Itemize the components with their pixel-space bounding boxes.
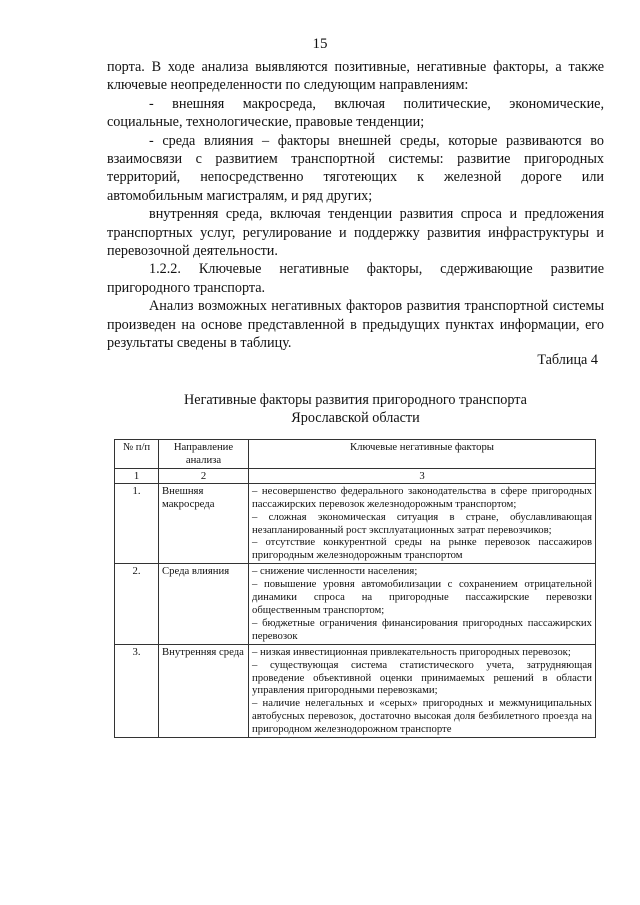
header-factors: Ключевые негативные факторы <box>249 440 596 469</box>
factor-item: – сложная экономическая ситуация в стране, обуславливающая незапланированный рост эксплуатационных затрат перевозчиков; <box>252 510 592 536</box>
paragraph: Анализ возможных негативных факторов развития транспортной системы произведен на основе представленной в предыдущих пунктах информации, его результаты сведены в таблицу. <box>107 298 604 352</box>
table-row <box>115 644 596 737</box>
paragraph: - среда влияния – факторы внешней среды, которые развиваются во взаимосвязи с развитием транспортной системы: развитие пригородных территорий, непосредственно тяготеющих к железной дороге или автомобильным магистралям, и ряд других; <box>107 132 604 204</box>
factor-item: – существующая система статистического учета, затрудняющая проведение объективной оценки принимаемых решений в области управления пригородными перевозками; <box>252 658 592 697</box>
row-direction: Внутренняя среда <box>159 644 249 737</box>
paragraph: 1.2.2. Ключевые негативные факторы, сдерживающие развитие пригородного транспорта. <box>107 261 604 296</box>
index-cell: 1 <box>115 468 159 483</box>
factor-item: – снижение численности населения; <box>252 565 418 578</box>
row-factors <box>249 644 596 737</box>
factor-item: – низкая инвестиционная привлекательность пригородных перевозок; <box>252 645 571 658</box>
row-direction: Среда влияния <box>159 564 249 644</box>
caption-line: Негативные факторы развития пригородного транспорта <box>184 392 527 408</box>
table-row <box>115 483 596 563</box>
paragraph: внутренняя среда, включая тенденции развития спроса и предложения транспортных услуг, регулирование и поддержку развития инфраструктуры и перевозочной деятельности. <box>107 206 604 260</box>
row-num: 3. <box>115 644 159 737</box>
table-label: Таблица 4 <box>537 352 598 368</box>
row-num: 2. <box>115 564 159 644</box>
row-num: 1. <box>115 483 159 563</box>
row-direction: Внешняя макросреда <box>159 483 249 563</box>
header-num: № п/п <box>115 440 159 469</box>
index-cell: 3 <box>249 468 596 483</box>
factor-item: – повышение уровня автомобилизации с сохранением отрицательной динамики спроса на пригородные пассажирские перевозки общественным транспортом; <box>252 578 592 616</box>
factor-item: – бюджетные ограничения финансирования пригородных пассажирских перевозок <box>252 616 592 642</box>
paragraph: - внешняя макросреда, включая политические, экономические, социальные, технологические, правовые тенденции; <box>107 95 604 131</box>
page-number: 15 <box>312 36 328 52</box>
factor-item: – отсутствие конкурентной среды на рынке перевозок пассажиров пригородным железнодорожным транспортом <box>252 536 592 562</box>
row-factors <box>249 564 596 644</box>
header-direction: Направление анализа <box>159 440 249 469</box>
paragraph: порта. В ходе анализа выявляются позитивные, негативные факторы, а также ключевые неопределенности по следующим направлениям: <box>107 59 604 94</box>
factor-item: – несовершенство федерального законодательства в сфере пригородных пассажирских перевозок железнодорожным транспортом; <box>252 484 592 510</box>
table-row <box>115 564 596 644</box>
body-text <box>107 58 604 353</box>
table-header-row <box>115 440 596 469</box>
table-caption <box>107 391 604 427</box>
caption-line: Ярославской области <box>291 410 420 426</box>
factors-table <box>114 439 596 738</box>
factor-item: – наличие нелегальных и «серых» пригородных и межмуниципальных автобусных перевозок, достаточно высокая доля безбилетного проезда на пригородном железнодорожном транспорте <box>252 697 592 736</box>
row-factors <box>249 483 596 563</box>
table-index-row <box>115 468 596 483</box>
index-cell: 2 <box>159 468 249 483</box>
